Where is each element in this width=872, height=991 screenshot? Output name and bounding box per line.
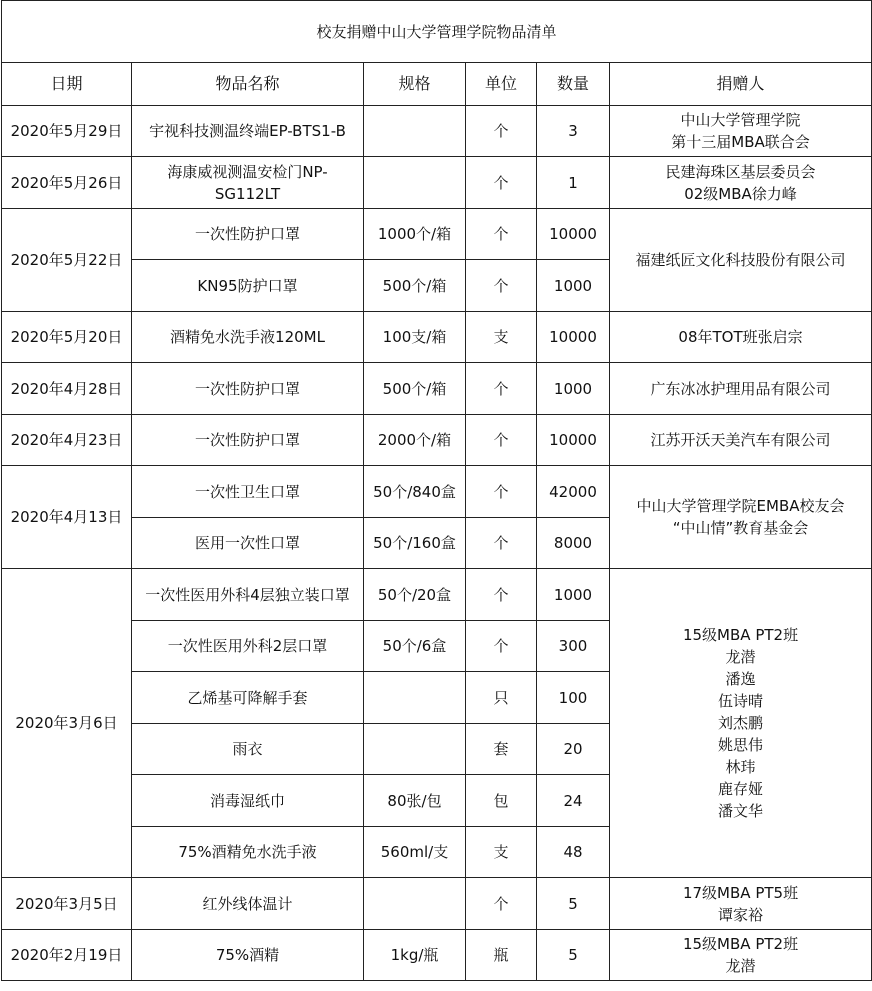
column-header-unit: 单位 [466,63,537,106]
donor-cell [610,106,872,157]
quantity-cell: 1000 [537,260,610,312]
unit-cell: 套 [466,724,537,775]
item-name-line: 一次性卫生口罩 [194,482,300,501]
table-row [2,363,872,415]
donor-line: 中山大学管理学院 [680,111,801,129]
table-row [2,157,872,209]
item-name-cell [132,363,364,415]
donor-line: 潘文华 [718,802,764,820]
item-name-line: 海康威视测温安检门NP- [167,162,328,181]
unit-cell: 支 [466,312,537,363]
spec-cell: 50个/840盒 [364,466,466,518]
unit-cell: 个 [466,260,537,312]
spec-cell: 2000个/箱 [364,415,466,466]
donor-line: 民建海珠区基层委员会 [665,162,816,181]
item-name-cell [132,466,364,518]
spec-cell: 1000个/箱 [364,209,466,260]
table-row [2,466,872,518]
item-name-cell [132,621,364,672]
item-name-cell [132,930,364,981]
donor-cell [610,363,872,415]
unit-cell: 包 [466,775,537,827]
quantity-cell: 24 [537,775,610,827]
donor-cell [610,878,872,930]
donor-line: 林玮 [725,758,756,776]
unit-cell: 个 [466,106,537,157]
unit-cell: 个 [466,569,537,621]
donor-cell [610,209,872,312]
date-cell: 2020年4月23日 [2,415,132,466]
item-name-line: 一次性防护口罩 [194,379,300,398]
item-name-line: 乙烯基可降解手套 [187,688,308,707]
unit-cell: 支 [466,827,537,878]
date-cell: 2020年5月29日 [2,106,132,157]
donor-cell [610,569,872,878]
item-name-line: 一次性医用外科4层独立装口罩 [145,585,350,604]
item-name-line: 红外线体温计 [202,894,293,913]
date-cell: 2020年5月26日 [2,157,132,209]
table-row [2,209,872,260]
quantity-cell: 42000 [537,466,610,518]
spec-cell: 1kg/瓶 [364,930,466,981]
item-name-cell [132,209,364,260]
table-row [2,569,872,621]
donor-cell [610,312,872,363]
unit-cell: 个 [466,621,537,672]
donor-line: 15级MBA PT2班 [682,935,799,953]
table-body [2,106,872,981]
spec-cell: 500个/箱 [364,260,466,312]
donor-line: 广东冰冰护理用品有限公司 [650,379,831,398]
donor-line: 姚思伟 [718,736,764,754]
donor-line: 中山大学管理学院EMBA校友会 [636,497,845,515]
date-cell: 2020年4月13日 [2,466,132,569]
quantity-cell: 10000 [537,209,610,260]
item-name-cell [132,415,364,466]
donor-line: 17级MBA PT5班 [682,883,799,902]
date-cell: 2020年4月28日 [2,363,132,415]
item-name-line: 医用一次性口罩 [194,534,300,552]
spec-cell: 50个/160盒 [364,518,466,569]
donor-line: “中山情”教育基金会 [672,519,809,537]
donor-line: 鹿存娅 [718,780,764,798]
donor-line: 福建纸匠文化科技股份有限公司 [635,251,846,269]
quantity-cell: 1000 [537,363,610,415]
quantity-cell: 1000 [537,569,610,621]
item-name-line: 75%酒精免水洗手液 [178,843,317,861]
table-row [2,106,872,157]
unit-cell: 个 [466,363,537,415]
quantity-cell: 3 [537,106,610,157]
spec-cell: 50个/6盒 [364,621,466,672]
table-row [2,930,872,981]
donor-line: 谭家裕 [718,905,764,924]
item-name-cell [132,157,364,209]
quantity-cell: 100 [537,672,610,724]
spec-cell: 100支/箱 [364,312,466,363]
item-name-line: KN95防护口罩 [197,276,298,295]
spec-cell [364,878,466,930]
table-row [2,312,872,363]
item-name-cell [132,106,364,157]
donor-line: 江苏开沃天美汽车有限公司 [650,431,831,449]
item-name-line: 消毒湿纸巾 [209,791,285,810]
donor-cell [610,415,872,466]
column-header-spec: 规格 [364,63,466,106]
table-row [2,415,872,466]
donor-cell [610,930,872,981]
donor-line: 潘逸 [725,670,756,688]
donor-cell [610,466,872,569]
spec-cell [364,157,466,209]
donor-line: 02级MBA徐力峰 [684,184,797,203]
table-title: 校友捐赠中山大学管理学院物品清单 [2,1,872,63]
quantity-cell: 10000 [537,415,610,466]
column-header-donor: 捐赠人 [610,63,872,106]
quantity-cell: 300 [537,621,610,672]
item-name-cell [132,878,364,930]
item-name-line: 宇视科技测温终端EP-BTS1-B [149,122,346,140]
column-header-item-name: 物品名称 [132,63,364,106]
donor-line: 第十三届MBA联合会 [671,133,810,151]
item-name-line: 一次性医用外科2层口罩 [167,637,328,655]
quantity-cell: 1 [537,157,610,209]
quantity-cell: 8000 [537,518,610,569]
table-row [2,878,872,930]
item-name-cell [132,312,364,363]
quantity-cell: 48 [537,827,610,878]
item-name-cell [132,775,364,827]
item-name-cell [132,260,364,312]
date-cell: 2020年2月19日 [2,930,132,981]
unit-cell: 个 [466,415,537,466]
spec-cell: 80张/包 [364,775,466,827]
donation-table [1,0,872,981]
donor-line: 伍诗晴 [718,692,764,710]
date-cell: 2020年3月5日 [2,878,132,930]
quantity-cell: 10000 [537,312,610,363]
quantity-cell: 5 [537,878,610,930]
donor-line: 刘杰鹏 [718,714,764,732]
item-name-cell [132,827,364,878]
donor-cell [610,157,872,209]
item-name-cell [132,569,364,621]
item-name-cell [132,672,364,724]
item-name-line: 一次性防护口罩 [194,225,300,243]
spec-cell: 500个/箱 [364,363,466,415]
item-name-cell [132,518,364,569]
item-name-line: 雨衣 [232,740,263,758]
date-cell: 2020年3月6日 [2,569,132,878]
donor-line: 08年TOT班张启宗 [678,328,803,346]
quantity-cell: 20 [537,724,610,775]
unit-cell: 瓶 [466,930,537,981]
unit-cell: 个 [466,466,537,518]
date-cell: 2020年5月20日 [2,312,132,363]
unit-cell: 个 [466,878,537,930]
donor-line: 龙潜 [725,648,756,666]
date-cell: 2020年5月22日 [2,209,132,312]
unit-cell: 个 [466,518,537,569]
spec-cell [364,106,466,157]
spec-cell: 560ml/支 [364,827,466,878]
spec-cell: 50个/20盒 [364,569,466,621]
item-name-cell [132,724,364,775]
column-header-quantity: 数量 [537,63,610,106]
unit-cell: 个 [466,209,537,260]
column-header-date: 日期 [2,63,132,106]
spec-cell [364,724,466,775]
item-name-line: 75%酒精 [215,946,280,964]
donor-line: 龙潜 [725,957,756,975]
unit-cell: 个 [466,157,537,209]
donor-line: 15级MBA PT2班 [682,626,799,644]
item-name-line: 一次性防护口罩 [194,431,300,449]
spec-cell [364,672,466,724]
item-name-line: SG112LT [214,184,281,203]
quantity-cell: 5 [537,930,610,981]
item-name-line: 酒精免水洗手液120ML [170,328,325,346]
unit-cell: 只 [466,672,537,724]
